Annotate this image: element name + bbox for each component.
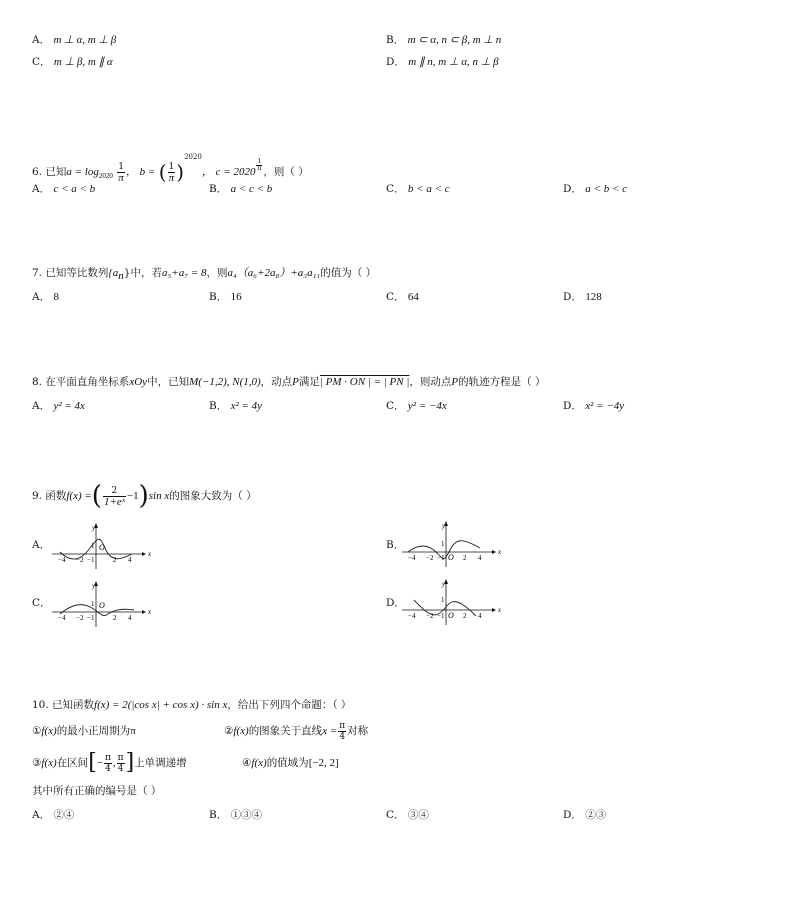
minus-one: −1 [126, 490, 139, 502]
target-expr: a₄（a₆+2a₈）+a₃a₁₁ [227, 267, 321, 279]
one-label: 1 [91, 542, 95, 550]
tick-neg4: −4 [408, 554, 416, 562]
q8-stem [32, 375, 545, 389]
condition-expr: a₅+a₇ = 8 [161, 267, 207, 279]
tick-2: 2 [463, 554, 467, 562]
question-text: ，动点 [260, 376, 293, 388]
sequence-subscript: n [118, 270, 124, 283]
prop-text: 的图象关于直线 [248, 725, 323, 737]
fraction [168, 162, 176, 183]
sequence-name: {a [108, 267, 119, 279]
q6-option-d [563, 182, 627, 196]
question-tail: ，给出下列四个命题：（ ） [227, 699, 352, 711]
q10-prop-1 [32, 724, 136, 738]
q8-option-d [563, 399, 624, 413]
range-value: [−2, 2] [308, 757, 339, 769]
question-text: ，则动点 [409, 376, 452, 388]
q10-option-d [563, 808, 606, 822]
tick-neg4: −4 [58, 614, 66, 622]
question-tail: 的轨迹方程是（ ） [458, 376, 546, 388]
question-tail: ，则（ ） [263, 166, 309, 178]
option-value: ①③④ [230, 809, 263, 821]
q5-option-d [386, 55, 499, 69]
option-letter: A． [32, 291, 51, 303]
option-expr: m ⊂ α, n ⊂ β, m ⊥ n [407, 34, 502, 46]
fx: f(x) [251, 757, 267, 769]
tick-2: 2 [463, 612, 467, 620]
denominator: 4 [339, 731, 346, 742]
option-letter: D． [386, 56, 405, 68]
denominator: π [118, 171, 124, 184]
one-label: 1 [91, 600, 95, 608]
option-value: 8 [53, 291, 59, 303]
q5-option-c [32, 55, 113, 69]
question-text: 10. 已知函数 [32, 699, 95, 711]
x-arrow [492, 550, 496, 554]
tick-4: 4 [128, 614, 132, 622]
q7-option-d [563, 290, 602, 304]
q6-option-a [32, 182, 95, 196]
option-letter: B． [209, 400, 228, 412]
question-text: }中，若 [123, 267, 162, 279]
denominator: 4 [117, 763, 124, 774]
b-expr: ， b = [125, 166, 156, 178]
q8-option-b [209, 399, 262, 413]
pi: π [130, 725, 136, 737]
q10-option-a [32, 808, 74, 822]
point-p: P [451, 376, 459, 388]
denominator: π [257, 164, 262, 172]
prop-text: 对称 [347, 725, 369, 737]
y-label: y [442, 522, 446, 530]
fx: f(x) [41, 757, 57, 769]
one-label: 1 [441, 596, 445, 604]
q10-stem [32, 698, 351, 712]
coord-system: xOy [129, 376, 148, 388]
tick-neg2: −2 [426, 612, 434, 620]
log-base: 2020 [98, 172, 113, 181]
prop-marker: ④ [242, 757, 252, 769]
option-letter: C． [386, 809, 405, 821]
option-expr: c < a < b [53, 183, 96, 195]
numerator: 1 [257, 157, 262, 165]
option-value: ③④ [407, 809, 429, 821]
tick-neg2: −2 [76, 614, 84, 622]
x-arrow [142, 610, 146, 614]
option-letter: D． [563, 183, 582, 195]
option-letter: D． [563, 809, 582, 821]
option-letter: C． [386, 291, 405, 303]
point-p: P [292, 376, 299, 388]
q5-option-b [386, 33, 501, 47]
graph-d [400, 578, 500, 626]
q7-option-c [386, 290, 419, 304]
tick-neg1: −1 [437, 554, 445, 562]
numerator: π [339, 720, 346, 731]
q10-option-c [386, 808, 429, 822]
q8-option-c [386, 399, 447, 413]
q8-option-a [32, 399, 85, 413]
q9-option-a-label: A． [32, 539, 51, 551]
numerator: π [105, 752, 111, 763]
c-expr: ， c = 2020 [201, 166, 256, 178]
tick-4: 4 [478, 554, 482, 562]
y-label: y [442, 580, 446, 588]
curve [414, 600, 476, 616]
origin-label: O [448, 611, 454, 620]
fraction [117, 753, 125, 774]
option-letter: D． [563, 400, 582, 412]
origin-label: O [99, 543, 105, 552]
tick-neg4: −4 [408, 612, 416, 620]
x-label: x [498, 548, 502, 556]
comma: , [112, 757, 116, 769]
fraction [256, 159, 262, 172]
question-tail: 的图象大致为（ ） [169, 490, 257, 502]
one-label: 1 [441, 540, 445, 548]
tick-neg2: −2 [76, 556, 84, 564]
x-label: x [148, 550, 152, 558]
graph-a [50, 522, 150, 570]
option-letter: C． [386, 400, 405, 412]
prop-text: 在区间 [56, 757, 89, 769]
prop-marker: ③ [32, 757, 42, 769]
q6-option-b [209, 182, 272, 196]
points-expr: M(−1,2), N(1,0) [189, 376, 261, 388]
fx: f(x) [41, 725, 57, 737]
minus-sign: − [96, 757, 103, 769]
option-value: 16 [230, 291, 242, 303]
right-bracket: ] [125, 750, 135, 775]
option-expr: m ∥ n, m ⊥ α, n ⊥ β [408, 56, 499, 68]
option-expr: y² = 4x [53, 400, 85, 412]
tick-4: 4 [478, 612, 482, 620]
question-text: ，则 [206, 267, 228, 279]
x-label: x [498, 606, 502, 614]
question-text: 7. 已知等比数列 [32, 267, 109, 279]
denominator: 1+eˣ [103, 495, 125, 508]
right-paren: ) [138, 481, 149, 511]
curve [60, 605, 134, 616]
q10-option-b [209, 808, 262, 822]
right-paren: ) [176, 160, 185, 184]
option-letter: C． [32, 56, 51, 68]
question-tail: 的值为（ ） [320, 267, 377, 279]
q9-option-b-label: B． [386, 539, 405, 551]
option-letter: C． [386, 183, 405, 195]
tick-neg1: −1 [87, 614, 95, 622]
function-lhs: f(x) = [66, 490, 92, 502]
option-value: 64 [407, 291, 419, 303]
x-label: x [148, 608, 152, 616]
option-expr: x² = −4y [585, 400, 625, 412]
question-text: 8. 在平面直角坐标系 [32, 376, 130, 388]
condition-expr: | PM · ON | = | PN | [319, 376, 410, 388]
option-expr: m ⊥ α, m ⊥ β [53, 34, 117, 46]
fraction [103, 486, 126, 507]
option-letter: B． [386, 34, 405, 46]
q10-prop-3 [32, 749, 187, 777]
option-expr: x² = 4y [230, 400, 263, 412]
tick-4: 4 [128, 556, 132, 564]
option-letter: A． [32, 34, 51, 46]
fraction [104, 753, 112, 774]
option-expr: m ⊥ β, m ∥ α [53, 56, 113, 68]
left-paren: ( [91, 481, 102, 511]
prop-marker: ① [32, 725, 42, 737]
origin-label: O [448, 553, 454, 562]
left-bracket: [ [88, 750, 97, 775]
x-arrow [492, 608, 496, 612]
question-text: 满足 [298, 376, 320, 388]
y-label: y [92, 524, 96, 532]
prop-text: 上单调递增 [134, 757, 187, 769]
numerator: π [117, 752, 124, 763]
question-text: 中，已知 [147, 376, 190, 388]
question-number: 6. 已知 [32, 166, 67, 178]
y-label: y [92, 582, 96, 590]
option-letter: D． [563, 291, 582, 303]
option-letter: A． [32, 809, 51, 821]
option-value: ②③ [585, 809, 607, 821]
tick-neg1: −1 [437, 612, 445, 620]
fraction [338, 721, 346, 742]
tick-2: 2 [113, 556, 117, 564]
sin-x: sin x [148, 490, 170, 502]
function-expr: f(x) = 2(|cos x| + cos x) · sin x [94, 699, 228, 711]
a-expr: a = log [66, 166, 99, 178]
tick-neg1: −1 [87, 556, 95, 564]
option-value: ②④ [53, 809, 75, 821]
option-letter: B． [209, 183, 228, 195]
prop-text: 的最小正周期为 [56, 725, 131, 737]
graph-c [50, 580, 150, 628]
x-arrow [142, 552, 146, 556]
option-letter: A． [32, 183, 51, 195]
q5-option-a [32, 33, 116, 47]
q7-option-a [32, 290, 59, 304]
tick-neg2: −2 [426, 554, 434, 562]
q10-prop-2 [224, 718, 368, 744]
option-expr: y² = −4x [407, 400, 447, 412]
q9-stem [32, 480, 257, 512]
tick-2: 2 [113, 614, 117, 622]
left-paren: ( [158, 160, 167, 184]
option-expr: a < b < c [585, 183, 627, 195]
question-text: 9. 函数 [32, 490, 67, 502]
q7-option-b [209, 290, 242, 304]
numerator: 1 [118, 161, 124, 172]
denominator: 4 [105, 763, 111, 774]
q9-option-c-label: C． [32, 597, 51, 609]
origin-label: O [99, 601, 105, 610]
numerator: 2 [103, 486, 126, 497]
tick-neg4: −4 [58, 556, 66, 564]
exponent: 2020 [184, 153, 202, 161]
q7-stem [32, 266, 376, 283]
q6-option-c [386, 182, 450, 196]
graph-b [400, 520, 500, 568]
prop-marker: ② [224, 725, 234, 737]
x-eq: x = [322, 725, 338, 737]
fraction [117, 162, 125, 183]
option-expr: a < c < b [230, 183, 273, 195]
q10-ask: 其中所有正确的编号是（ ） [32, 785, 162, 797]
q10-prop-4 [242, 756, 339, 770]
fx: f(x) [233, 725, 249, 737]
option-letter: B． [209, 291, 228, 303]
option-value: 128 [585, 291, 602, 303]
q9-option-d-label: D． [386, 597, 405, 609]
denominator: π [168, 171, 175, 184]
option-expr: b < a < c [407, 183, 450, 195]
option-letter: A． [32, 400, 51, 412]
prop-text: 的值域为 [266, 757, 309, 769]
option-letter: B． [209, 809, 228, 821]
numerator: 1 [168, 161, 175, 172]
